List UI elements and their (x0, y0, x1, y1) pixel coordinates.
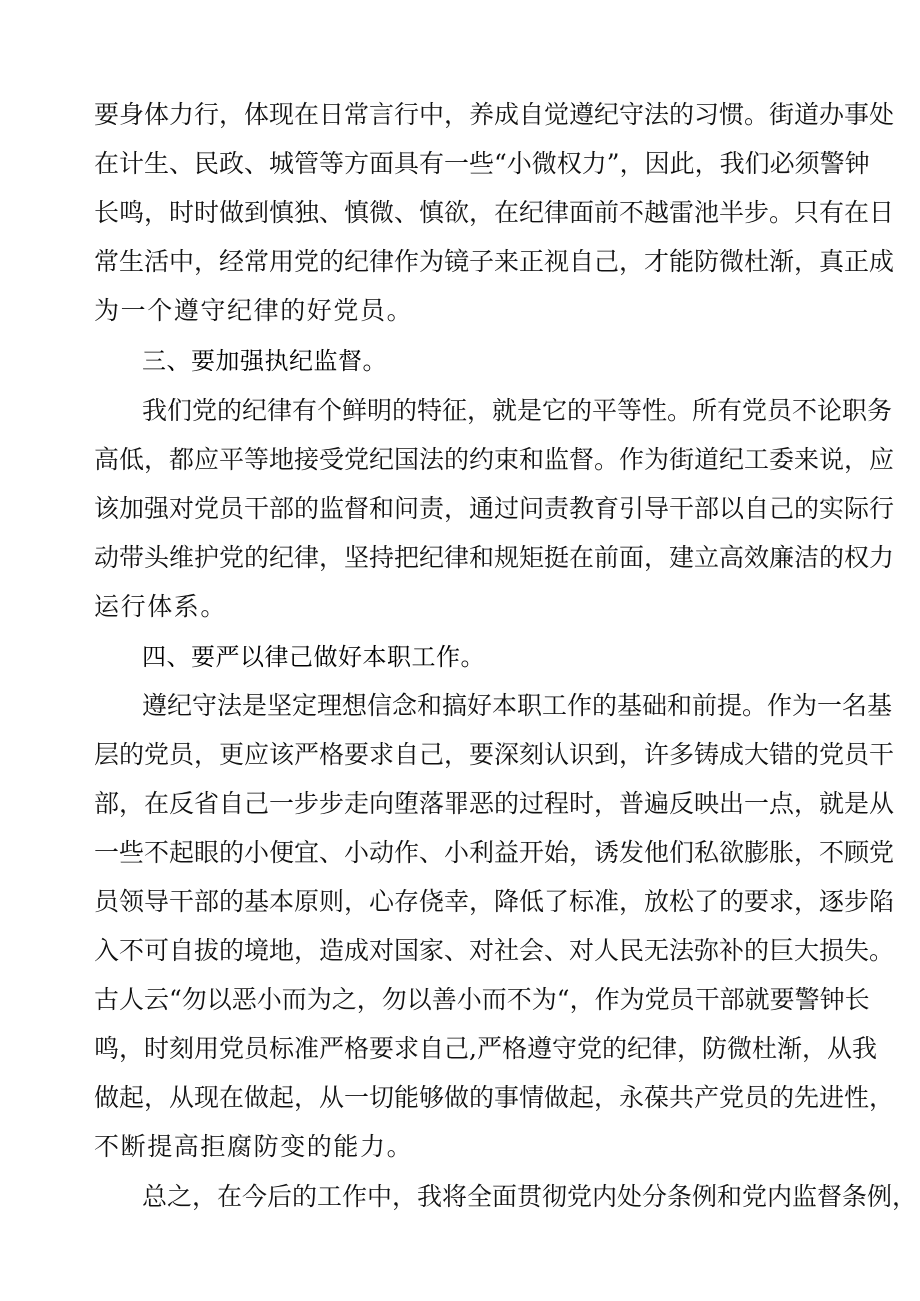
text-line: 在计生、民政、城管等方面具有一些“小微权力”，因此，我们必须警钟 (94, 149, 870, 178)
text-line: 古人云“勿以恶小而为之，勿以善小而不为“，作为党员干部就要警钟长 (94, 985, 870, 1014)
text-line: 层的党员，更应该严格要求自己，要深刻认识到，许多铸成大错的党员干 (94, 740, 895, 769)
section-heading: 四、要严以律己做好本职工作。 (142, 643, 485, 671)
text-line: 部，在反省自己一步步走向堕落罪恶的过程时，普遍反映出一点，就是从 (94, 789, 895, 818)
text-line: 不断提高拒腐防变的能力。 (94, 1132, 414, 1161)
text-line: 动带头维护党的纪律，坚持把纪律和规矩挺在前面，建立高效廉洁的权力 (94, 543, 895, 572)
text-line: 为一个遵守纪律的好党员。 (94, 296, 414, 325)
text-line: 员领导干部的基本原则，心存侥幸，降低了标准，放松了的要求，逐步陷 (94, 887, 895, 916)
text-line: 我们党的纪律有个鲜明的特征，就是它的平等性。所有党员不论职务 (142, 396, 893, 425)
text-line: 常生活中，经常用党的纪律作为镜子来正视自己，才能防微杜渐，真正成 (94, 247, 895, 276)
text-line: 一些不起眼的小便宜、小动作、小利益开始，诱发他们私欲膨胀，不顾党 (94, 838, 895, 867)
text-line: 运行体系。 (94, 592, 228, 621)
text-line: 要身体力行，体现在日常言行中，养成自觉遵纪守法的习惯。街道办事处 (94, 100, 895, 129)
text-line: 长鸣，时时做到慎独、慎微、慎欲，在纪律面前不越雷池半步。只有在日 (94, 198, 895, 227)
text-line: 做起，从现在做起，从一切能够做的事情做起，永葆共产党员的先进性， (94, 1083, 895, 1112)
text-line: 入不可自拔的境地，造成对国家、对社会、对人民无法弥补的巨大损失。 (94, 936, 895, 965)
section-heading: 三、要加强执纪监督。 (142, 347, 387, 375)
text-line: 总之，在今后的工作中，我将全面贯彻党内处分条例和党内监督条例， (142, 1182, 918, 1211)
text-line: 鸣，时刻用党员标准严格要求自己,严格遵守党的纪律，防微杜渐，从我 (94, 1034, 877, 1063)
text-line: 该加强对党员干部的监督和问责，通过问责教育引导干部以自己的实际行 (94, 494, 895, 523)
text-line: 高低，都应平等地接受党纪国法的约束和监督。作为街道纪工委来说，应 (94, 445, 895, 474)
text-line: 遵纪守法是坚定理想信念和搞好本职工作的基础和前提。作为一名基 (142, 691, 893, 720)
